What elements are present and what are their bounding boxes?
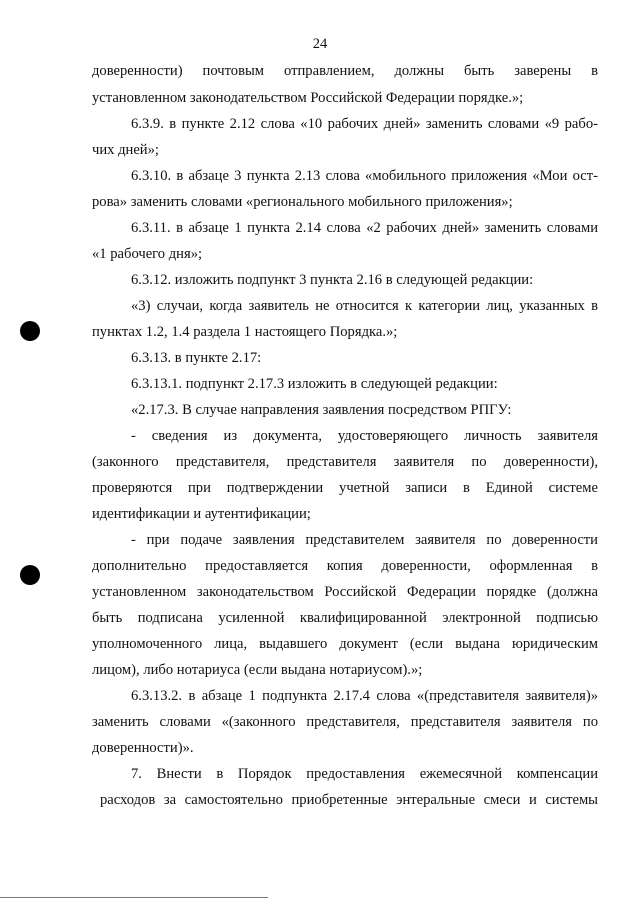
text-line: идентификации и аутентификации; xyxy=(92,506,311,522)
punch-hole-mark xyxy=(20,321,40,341)
punch-hole-mark xyxy=(20,565,40,585)
text-line: проверяются при подтверждении учетной записи в Единой системе xyxy=(92,480,598,496)
text-line: 6.3.9. в пункте 2.12 слова «10 рабочих дней» заменить словами «9 рабо- xyxy=(131,116,598,132)
text-line: доверенности)». xyxy=(92,740,194,756)
text-line: расходов за самостоятельно приобретенные энтеральные смеси и системы xyxy=(100,792,598,808)
text-line: (законного представителя, представителя заявителя по доверенности), xyxy=(92,454,598,470)
text-line: - при подаче заявления представителем заявителя по доверенности xyxy=(131,532,598,548)
scan-edge-line xyxy=(0,897,268,898)
text-line: установленном законодательством Российской Федерации порядке (должна xyxy=(92,584,598,600)
text-line: чих дней»; xyxy=(92,142,159,158)
text-line: - сведения из документа, удостоверяющего личность заявителя xyxy=(131,428,598,444)
text-line: заменить словами «(законного представителя, представителя заявителя по xyxy=(92,714,598,730)
text-line: быть подписана усиленной квалифицированной электронной подписью xyxy=(92,610,598,626)
page-number: 24 xyxy=(312,36,328,52)
text-line: доверенности) почтовым отправлением, должны быть заверены в xyxy=(92,63,598,79)
text-line: 6.3.11. в абзаце 1 пункта 2.14 слова «2 рабочих дней» заменить словами xyxy=(131,220,598,236)
text-line: 7. Внести в Порядок предоставления ежемесячной компенсации xyxy=(131,766,598,782)
text-line: лицом), либо нотариуса (если выдана нотариусом).»; xyxy=(92,662,423,678)
text-line: рова» заменить словами «регионального мобильного приложения»; xyxy=(92,194,513,210)
text-line: установленном законодательством Российской Федерации порядке.»; xyxy=(92,90,524,106)
text-line: 6.3.12. изложить подпункт 3 пункта 2.16 в следующей редакции: xyxy=(131,272,534,288)
text-line: пунктах 1.2, 1.4 раздела 1 настоящего Порядка.»; xyxy=(92,324,398,340)
text-line: «2.17.3. В случае направления заявления посредством РПГУ: xyxy=(131,402,512,418)
text-line: 6.3.13.2. в абзаце 1 подпункта 2.17.4 слова «(представителя заявителя)» xyxy=(131,688,598,704)
text-line: «3) случаи, когда заявитель не относится к категории лиц, указанных в xyxy=(131,298,598,314)
text-line: 6.3.13. в пункте 2.17: xyxy=(131,350,262,366)
text-line: «1 рабочего дня»; xyxy=(92,246,203,262)
text-line: уполномоченного лица, выдавшего документ (если выдана юридическим xyxy=(92,636,598,652)
text-line: 6.3.13.1. подпункт 2.17.3 изложить в следующей редакции: xyxy=(131,376,498,392)
text-line: дополнительно предоставляется копия доверенности, оформленная в xyxy=(92,558,598,574)
text-line: 6.3.10. в абзаце 3 пункта 2.13 слова «мобильного приложения «Мои ост- xyxy=(131,168,598,184)
